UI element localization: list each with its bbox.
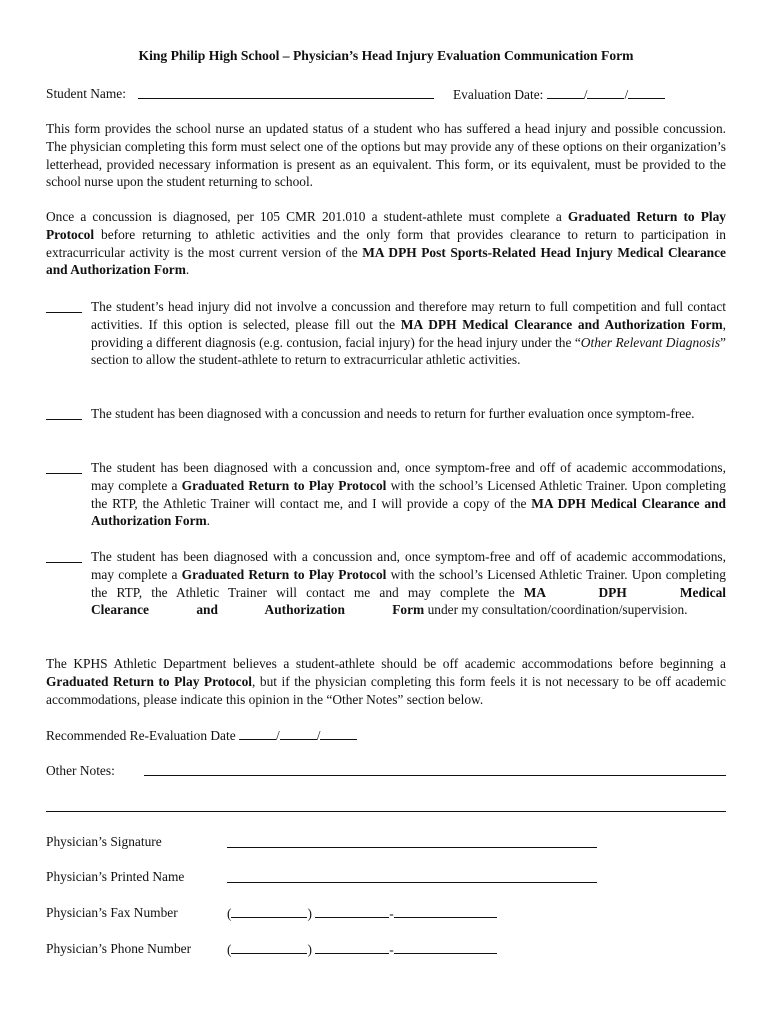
date-separator: / — [624, 87, 629, 102]
form-title: King Philip High School – Physician’s Head Injury Evaluation Communication Form — [138, 48, 634, 63]
other-notes-line-2[interactable] — [46, 811, 726, 812]
student-name-field[interactable] — [138, 98, 434, 99]
option-further-evaluation — [46, 405, 726, 423]
option-text — [91, 459, 726, 530]
phone-prefix[interactable] — [315, 941, 389, 954]
option-checkbox-blank[interactable] — [46, 405, 82, 420]
option-text — [91, 298, 726, 369]
reevaluation-date-field[interactable] — [239, 728, 357, 743]
option-bold-text: MA DPH Medical Clearance and Authorization Form — [91, 584, 727, 618]
paragraph-bold-text: Graduated Return to Play Protocol — [46, 209, 726, 242]
paragraph-text: Once a concussion is diagnosed, per 105 CMR 201.010 a student-athlete must complete a — [46, 209, 568, 224]
date-separator: / — [583, 87, 588, 102]
option-rtp-supervision — [46, 548, 726, 619]
option-rtp-provide-form — [46, 459, 726, 530]
option-bold-text: MA DPH Medical Clearance and Authorization Form — [400, 316, 723, 332]
concussion-paragraph — [46, 208, 726, 279]
option-italic-text: Other Relevant Diagnosis — [580, 334, 721, 350]
phone-label: Physician’s Phone Number — [46, 941, 192, 956]
fax-area-code[interactable] — [231, 905, 307, 918]
phone-dash: - — [389, 942, 394, 957]
option-text-part: The student has been diagnosed with a concussion and, once symptom-free and off of academic accommodations, may complete a — [91, 549, 726, 582]
paragraph-text: , but if the physician completing this form feels it is not necessary to be off academic accommodations, please indicate this opinion in the “Other Notes” section below. — [46, 673, 726, 707]
student-info-row — [46, 86, 126, 102]
evaluation-date-group — [453, 86, 665, 103]
option-text-part: , providing a different diagnosis (e.g. contusion, facial injury) for the head injury under the “ — [91, 316, 726, 350]
fax-prefix[interactable] — [315, 905, 389, 918]
area-code-close: ) — [307, 942, 312, 957]
option-checkbox-blank[interactable] — [46, 548, 82, 563]
paragraph-text: . — [185, 262, 190, 278]
reevaluation-day[interactable] — [280, 727, 317, 740]
evaluation-date-day[interactable] — [587, 86, 624, 99]
paragraph-text: before returning to athletic activities and the only form that provides clearance to return to participation in extracurricular activity is the most current version of the — [46, 226, 726, 260]
option-text — [91, 548, 726, 619]
evaluation-date-month[interactable] — [547, 86, 584, 99]
other-notes-line-1[interactable] — [144, 775, 726, 776]
paragraph-bold-text: Graduated Return to Play Protocol — [46, 673, 253, 689]
date-separator: / — [316, 728, 321, 743]
option-checkbox-blank[interactable] — [46, 459, 82, 474]
evaluation-date-field[interactable] — [547, 87, 665, 102]
fax-label: Physician’s Fax Number — [46, 905, 178, 920]
phone-line-number[interactable] — [394, 941, 497, 954]
signature-field[interactable] — [227, 847, 597, 848]
option-text-part: . — [206, 513, 211, 529]
signature-label: Physician’s Signature — [46, 834, 162, 849]
athletic-paragraph — [46, 655, 726, 708]
area-code-open: ( — [227, 942, 232, 957]
option-text-part: ” section to allow the student-athlete to return to extracurricular athletic activities. — [91, 334, 726, 368]
student-name-label: Student Name: — [46, 86, 126, 101]
reevaluation-month[interactable] — [239, 727, 276, 740]
reevaluation-row — [46, 727, 357, 744]
paragraph-text: The KPHS Athletic Department believes a student-athlete should be off academic accommodations before beginning a — [46, 656, 726, 671]
phone-dash: - — [389, 906, 394, 921]
fax-line-number[interactable] — [394, 905, 497, 918]
option-bold-text: Graduated Return to Play Protocol — [181, 477, 387, 493]
reevaluation-year[interactable] — [320, 727, 357, 740]
fax-number-field[interactable] — [227, 905, 497, 922]
phone-area-code[interactable] — [231, 941, 307, 954]
option-checkbox-blank[interactable] — [46, 298, 82, 313]
option-bold-text: MA DPH Medical Clearance and Authorization Form — [91, 495, 726, 529]
option-text-part: The student has been diagnosed with a concussion and, once symptom-free and off of academic accommodations, may complete a — [91, 460, 726, 493]
option-no-concussion — [46, 298, 726, 369]
option-text-part: with the school’s Licensed Athletic Trainer. Upon completing the RTP, the Athletic Trainer will contact me and may complete the — [91, 566, 726, 600]
option-bold-text: Graduated Return to Play Protocol — [181, 566, 387, 582]
phone-number-field[interactable] — [227, 941, 497, 958]
option-text-part: with the school’s Licensed Athletic Trainer. Upon completing the RTP, the Athletic Trainer will contact me, and I will provide a copy of the — [91, 477, 726, 511]
reevaluation-label: Recommended Re-Evaluation Date — [46, 728, 236, 743]
printed-name-label: Physician’s Printed Name — [46, 869, 185, 884]
intro-paragraph: This form provides the school nurse an updated status of a student who has suffered a head injury and possible concussion. The physician completing this form must select one of the options but may provide any of these options on their organization’s letterhead, provided necessary information is present as an equivalent. This form, or its equivalent, must be provided to the school nurse upon the student returning to school. — [46, 121, 726, 190]
printed-name-field[interactable] — [227, 882, 597, 883]
evaluation-date-label: Evaluation Date: — [453, 87, 544, 102]
paragraph-bold-text: MA DPH Post Sports-Related Head Injury Medical Clearance and Authorization Form — [46, 244, 727, 278]
option-text-part: The student’s head injury did not involve a concussion and therefore may return to full competition and full contact activities. If this option is selected, please fill out the — [91, 299, 726, 332]
date-separator: / — [276, 728, 280, 743]
evaluation-date-year[interactable] — [628, 86, 665, 99]
option-text — [91, 405, 726, 423]
area-code-close: ) — [307, 906, 312, 921]
area-code-open: ( — [227, 906, 232, 921]
option-text-part: under my consultation/coordination/supervision. — [424, 602, 688, 618]
option-text-part: The student has been diagnosed with a concussion and needs to return for further evaluation once symptom-free. — [91, 406, 695, 421]
other-notes-label: Other Notes: — [46, 763, 115, 778]
